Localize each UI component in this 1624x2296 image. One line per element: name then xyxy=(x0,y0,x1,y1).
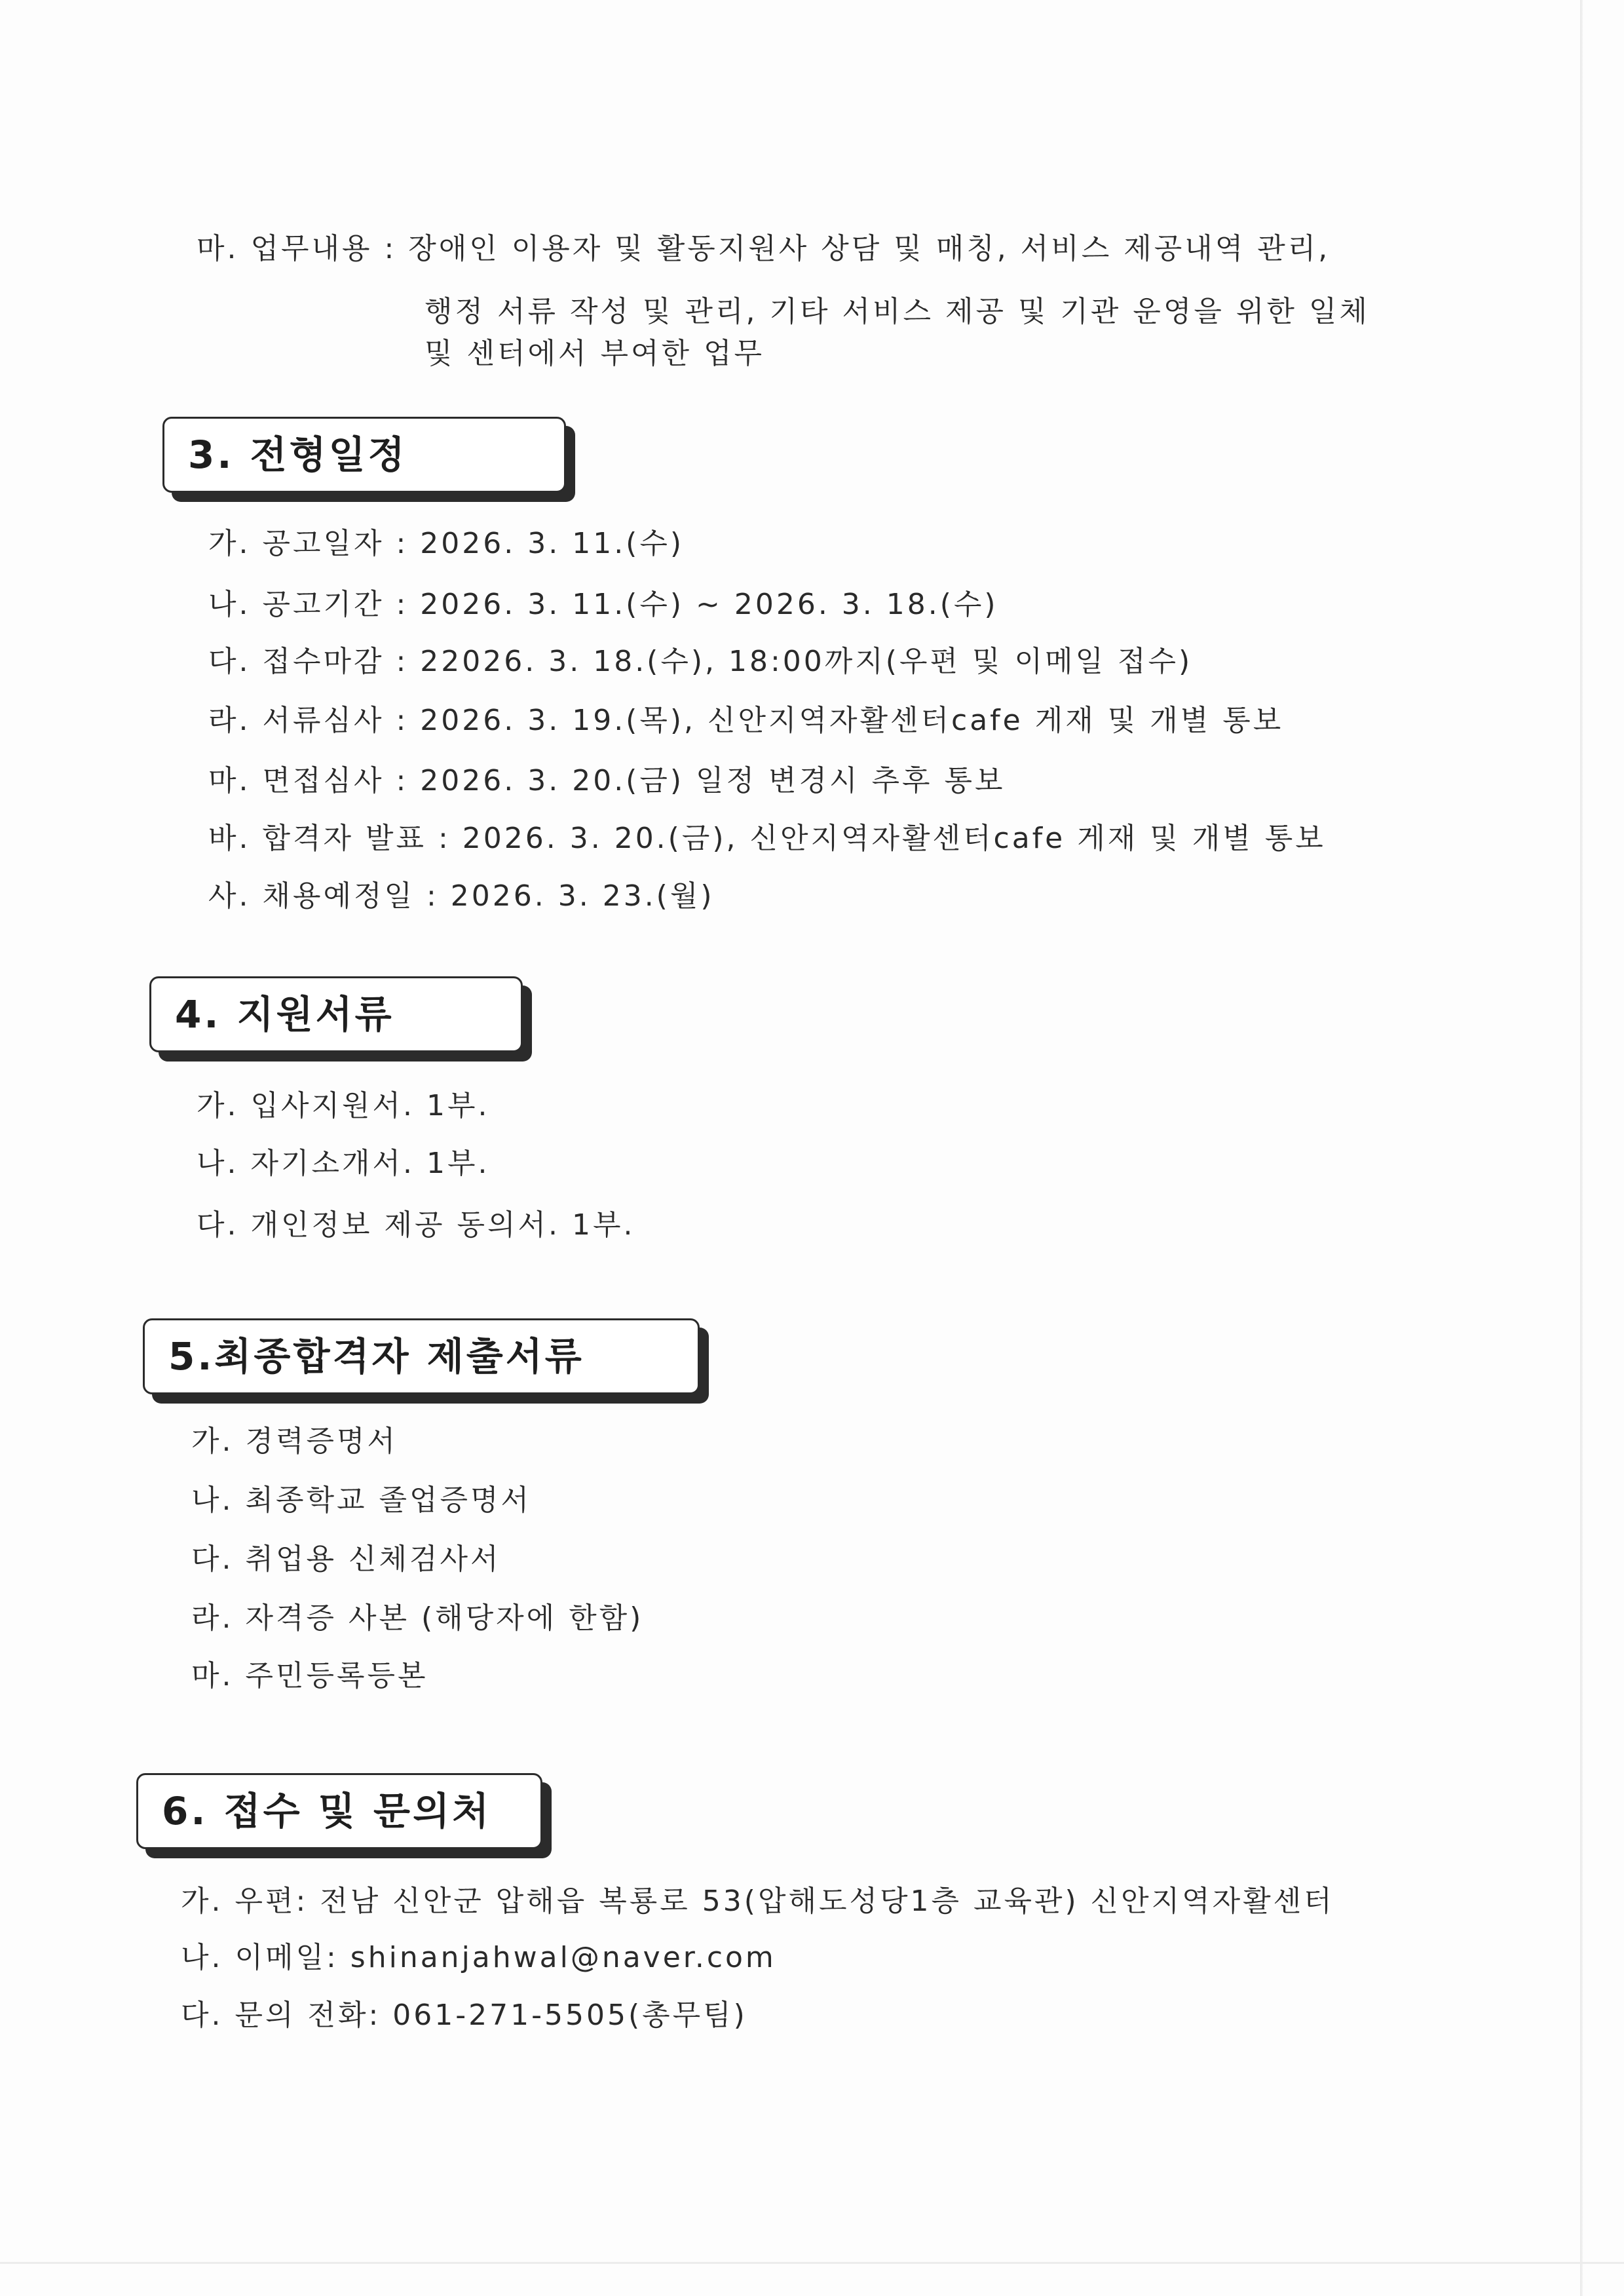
list-item: 라. 서류심사 : 2026. 3. 19.(목), 신안지역자활센터cafe 게재 및 개별 통보 xyxy=(208,704,1284,737)
list-item: 나. 자기소개서. 1부. xyxy=(197,1147,490,1180)
list-item: 다. 접수마감 : 22026. 3. 18.(수), 18:00까지(우편 및 이메일 접수) xyxy=(208,645,1193,678)
list-item: 가. 경력증명서 xyxy=(191,1425,398,1458)
list-item: 다. 취업용 신체검사서 xyxy=(191,1542,501,1576)
list-item: 다. 문의 전화: 061-271-5505(총무팀) xyxy=(181,1999,747,2032)
scan-edge-bottom xyxy=(0,2262,1624,2264)
list-item: 가. 공고일자 : 2026. 3. 11.(수) xyxy=(208,527,685,560)
duty-line-3: 및 센터에서 부여한 업무 xyxy=(425,337,765,370)
section-title-schedule: 3. 전형일정 xyxy=(188,432,407,477)
list-item: 마. 면접심사 : 2026. 3. 20.(금) 일정 변경시 추후 통보 xyxy=(208,764,1006,797)
list-item: 다. 개인정보 제공 동의서. 1부. xyxy=(197,1208,635,1242)
list-item: 나. 최종학교 졸업증명서 xyxy=(191,1483,531,1517)
list-item: 나. 공고기간 : 2026. 3. 11.(수) ~ 2026. 3. 18.(수) xyxy=(208,588,998,621)
list-item: 마. 주민등록등본 xyxy=(191,1659,428,1693)
section-title-contact: 6. 접수 및 문의처 xyxy=(162,1789,492,1833)
section-header-schedule xyxy=(162,417,566,493)
list-item: 사. 채용예정일 : 2026. 3. 23.(월) xyxy=(208,879,715,913)
scan-edge-right xyxy=(1580,0,1583,2296)
duty-line-1: 마. 업무내용 : 장애인 이용자 및 활동지원사 상담 및 매칭, 서비스 제공내역 관리, xyxy=(197,232,1331,265)
list-item: 바. 합격자 발표 : 2026. 3. 20.(금), 신안지역자활센터cafe 게재 및 개별 통보 xyxy=(208,822,1326,855)
section-header-contact xyxy=(136,1773,542,1849)
section-header-final-documents xyxy=(143,1318,700,1394)
section-header-application-documents xyxy=(149,976,523,1052)
section-title-final-documents: 5.최종합격자 제출서류 xyxy=(168,1334,584,1379)
section-title-application-documents: 4. 지원서류 xyxy=(175,992,394,1037)
list-item: 나. 이메일: shinanjahwal@naver.com xyxy=(181,1941,776,1974)
list-item: 라. 자격증 사본 (해당자에 한함) xyxy=(191,1601,644,1635)
list-item: 가. 우편: 전남 신안군 압해읍 복룡로 53(압해도성당1층 교육관) 신안지역자활센터 xyxy=(181,1885,1334,1918)
list-item: 가. 입사지원서. 1부. xyxy=(197,1089,490,1122)
duty-line-2: 행정 서류 작성 및 관리, 기타 서비스 제공 및 기관 운영을 위한 일체 xyxy=(425,295,1370,328)
